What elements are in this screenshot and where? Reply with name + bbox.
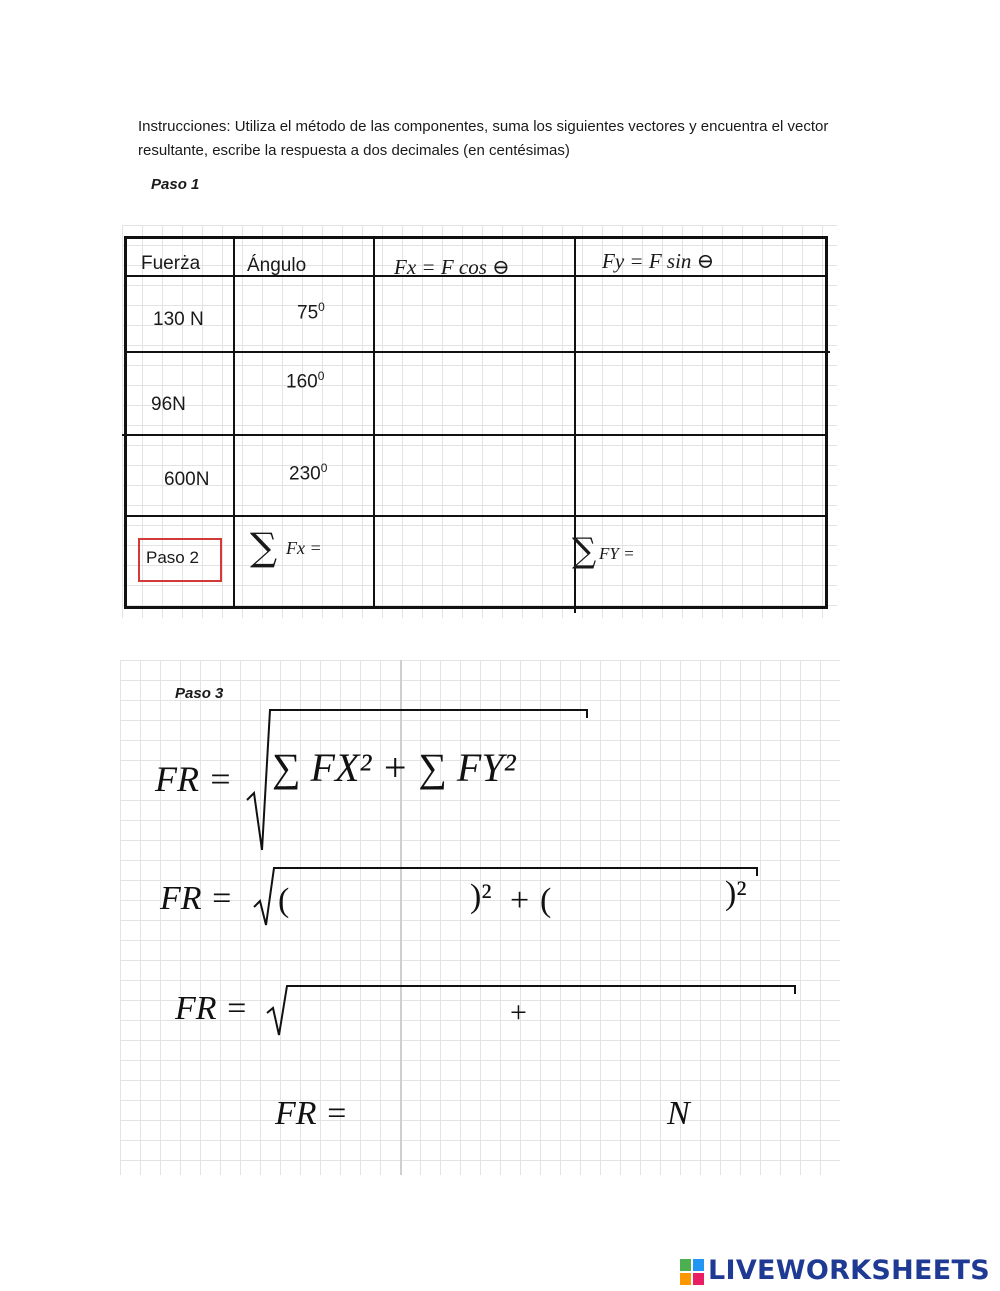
header-angle: Ángulo <box>247 255 307 276</box>
brand-name: LIVEWORKSHEETS <box>707 1255 990 1286</box>
instructions-text: Instrucciones: Utiliza el método de las componentes, suma los siguientes vectores y encuentra el vector resultante, escribe la respuesta a dos decimales (en centésimas) <box>138 118 829 159</box>
liveworksheets-logo <box>680 1255 990 1286</box>
sum-fx-label: Fx = <box>286 538 322 558</box>
components-table <box>122 225 837 618</box>
sum-fx-sigma: ∑ <box>250 525 278 569</box>
row1-fx-answer[interactable] <box>375 277 574 351</box>
formula3-plus: + <box>510 996 527 1029</box>
row1-fy-answer[interactable] <box>576 277 825 351</box>
row2-force: 96N <box>151 394 186 415</box>
formula4-result-input[interactable] <box>380 1095 650 1135</box>
row3-fx-answer[interactable] <box>375 436 574 515</box>
formula3-lhs: FR = <box>175 990 248 1027</box>
sum-fx-answer[interactable] <box>375 517 574 606</box>
row3-force: 600N <box>164 469 210 490</box>
header-fy-formula: Fy = F sin ⊖ <box>602 249 715 273</box>
row1-angle: $75^0$ <box>297 300 325 324</box>
row3-fy-answer[interactable] <box>576 436 825 515</box>
formula2-open-paren-2: ( <box>540 882 552 919</box>
step2-label: Paso 2 <box>146 548 199 567</box>
sum-fy-label: FY = <box>599 544 635 563</box>
header-fx-formula: Fx = F cos ⊖ <box>394 255 510 279</box>
formula2-fx-input[interactable] <box>298 882 463 920</box>
formula2-close-paren-1: )² <box>470 878 492 915</box>
formula3-fx2-input[interactable] <box>295 995 495 1033</box>
step3-panel <box>120 660 840 1175</box>
formula1-body: ∑ FX² + ∑ FY² <box>272 745 516 790</box>
step3-label: Paso 3 <box>175 685 224 702</box>
step1-label: Paso 1 <box>151 176 200 193</box>
liveworksheets-mark-icon <box>680 1259 704 1285</box>
formula4-lhs: FR = <box>275 1095 348 1132</box>
formula2-lhs: FR = <box>160 880 233 917</box>
formula3-fy2-input[interactable] <box>550 995 780 1033</box>
row2-fy-answer[interactable] <box>576 353 825 434</box>
row3-angle: $230^0$ <box>289 461 328 485</box>
header-force: Fuerża <box>141 253 201 274</box>
formula4-unit: N <box>667 1095 690 1132</box>
row1-force: 130 N <box>153 309 204 330</box>
sum-fy-sigma: ∑ <box>572 531 597 571</box>
row2-fx-answer[interactable] <box>375 353 574 434</box>
formula1-lhs: FR = <box>155 759 233 799</box>
formula2-fy-input[interactable] <box>560 882 720 920</box>
formula2-plus: + <box>510 882 530 919</box>
formula2-close-paren-2: )² <box>725 875 747 912</box>
row2-angle: $160^0$ <box>286 369 325 393</box>
formula2-open-paren-1: ( <box>278 882 290 919</box>
sum-fy-answer[interactable] <box>642 517 825 606</box>
